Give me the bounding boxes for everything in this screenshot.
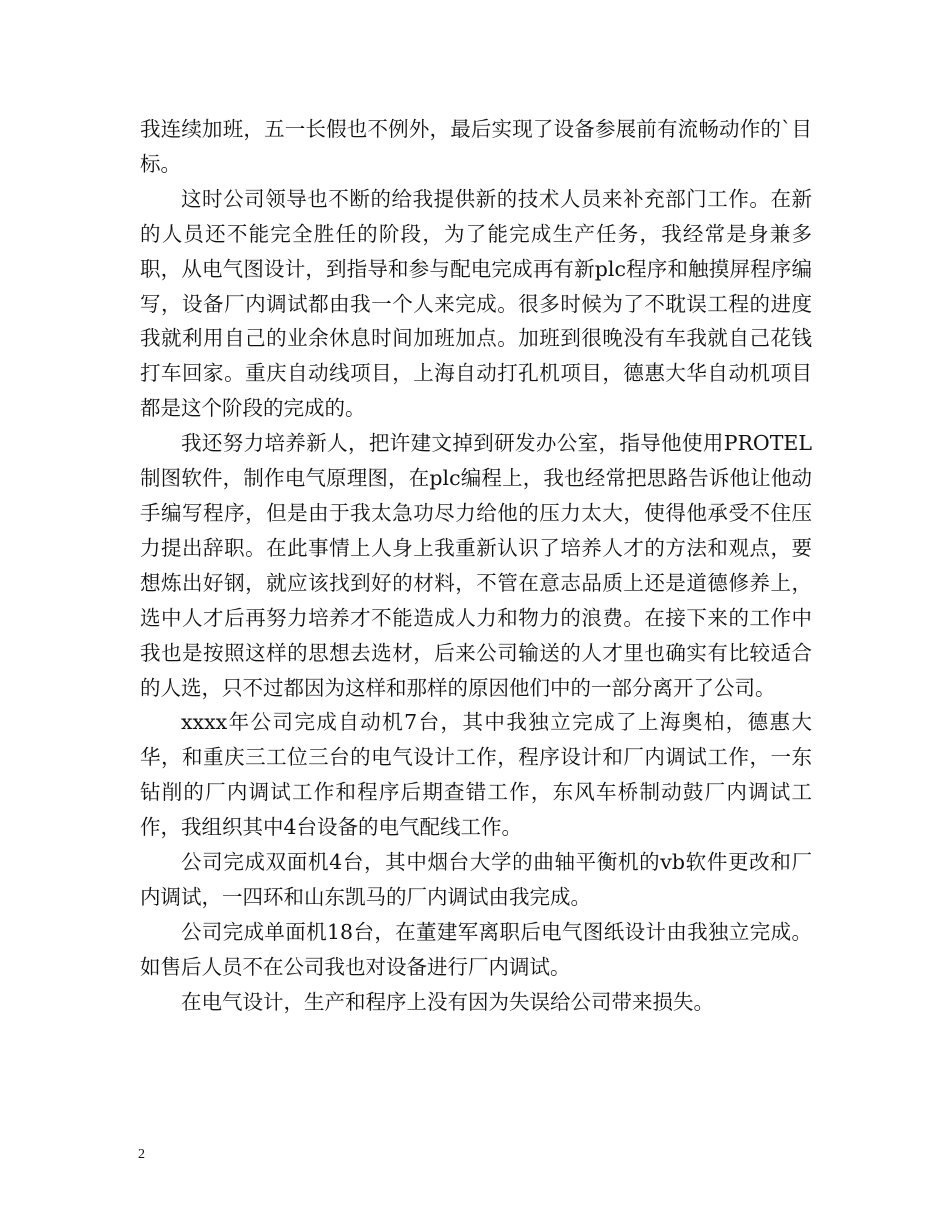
document-body: [140, 112, 812, 1020]
paragraph-2: 这时公司领导也不断的给我提供新的技术人员来补充部门工作。在新的人员还不能完全胜任的阶段，为了能完成生产任务，我经常是身兼多职，从电气图设计，到指导和参与配电完成再有新plc程序和触摸屏程序编写，设备厂内调试都由我一个人来完成。很多时候为了不耽误工程的进度我就利用自己的业余休息时间加班加点。加班到很晚没有车我就自己花钱打车回家。重庆自动线项目，上海自动打孔机项目，德惠大华自动机项目都是这个阶段的完成的。: [140, 186, 812, 421]
page-number: 2: [138, 1147, 145, 1162]
paragraph-1: 我连续加班，五一长假也不例外，最后实现了设备参展前有流畅动作的`目标。: [140, 117, 812, 176]
paragraph-7: 在电气设计，生产和程序上没有因为失误给公司带来损失。: [181, 989, 714, 1014]
paragraph-3: 我还努力培养新人，把许建文掉到研发办公室，指导他使用PROTEL制图软件，制作电气原理图，在plc编程上，我也经常把思路告诉他让他动手编写程序，但是由于我太急功尽力给他的压力太大，使得他承受不住压力提出辞职。在此事情上人身上我重新认识了培养人才的方法和观点，要想炼出好钢，就应该找到好的材料，不管在意志品质上还是道德修养上，选中人才后再努力培养才不能造成人力和物力的浪费。在接下来的工作中我也是按照这样的思想去选材，后来公司输送的人才里也确实有比较适合的人选，只不过都因为这样和那样的原因他们中的一部分离开了公司。: [140, 431, 812, 700]
paragraph-5: 公司完成双面机4台，其中烟台大学的曲轴平衡机的vb软件更改和厂内调试，一四环和山东凯马的厂内调试由我完成。: [140, 850, 812, 909]
paragraph-4: xxxx年公司完成自动机7台，其中我独立完成了上海奥柏，德惠大华，和重庆三工位三台的电气设计工作，程序设计和厂内调试工作，一东钻削的厂内调试工作和程序后期查错工作，东风车桥制动鼓厂内调试工作，我组织其中4台设备的电气配线工作。: [140, 710, 812, 840]
paragraph-6: 公司完成单面机18台，在董建军离职后电气图纸设计由我独立完成。如售后人员不在公司我也对设备进行厂内调试。: [140, 919, 812, 979]
